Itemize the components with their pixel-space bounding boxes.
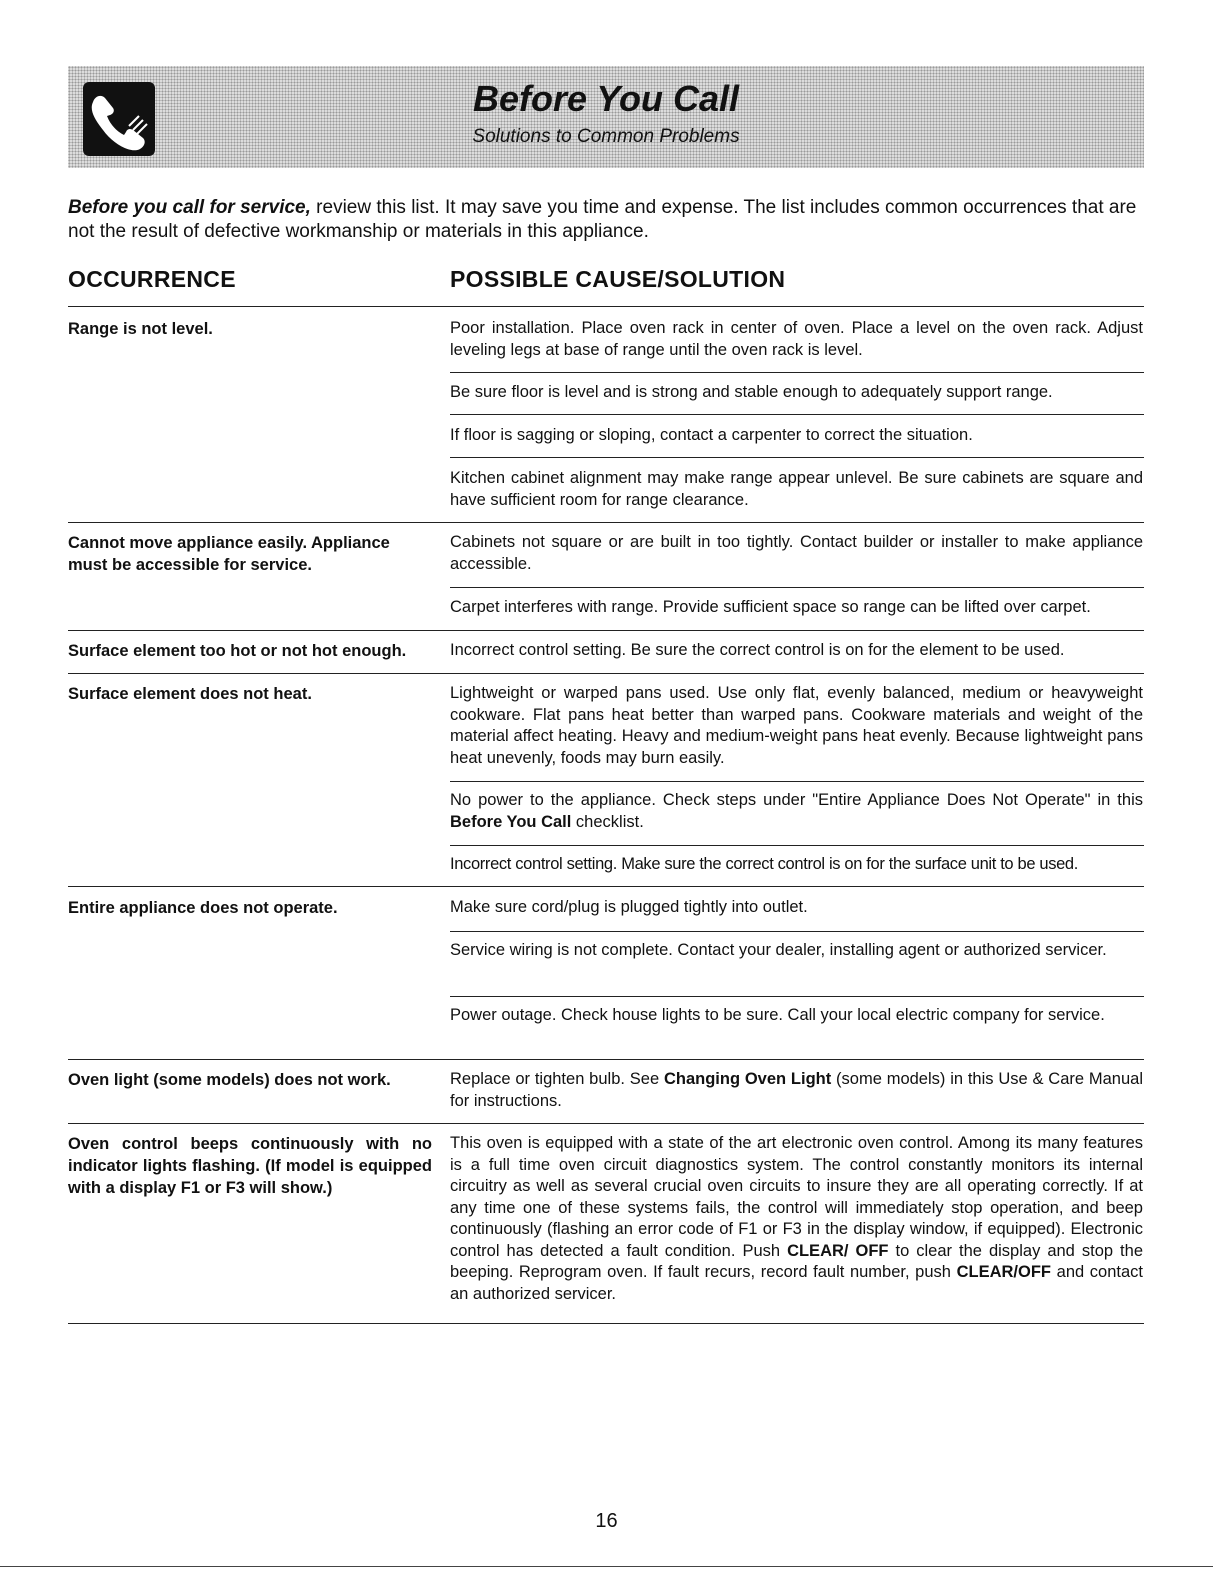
solution-text-part: to clear the display and stop the beeping. Reprogram oven. If fault recurs, record fault number, push bbox=[450, 1241, 1143, 1281]
solution-text: Incorrect control setting. Be sure the correct control is on for the element to be used. bbox=[450, 641, 1065, 659]
solution-text-part: This oven is equipped with a state of the art electronic oven control. Among its many features is a full time oven circuit diagnostics system. The control constantly monitors its internal circuitry as well as several crucial oven circuits to insure they are all operating correctly. If at any time one of these systems fails, the control will immediately stop operation, and beep continuously (flashing an error code of F1 or F3 in the display window, if equipped). Electronic control has detected a fault condition. Push bbox=[450, 1134, 1143, 1260]
occurrence-cannot-move: Cannot move appliance easily. Appliance must be accessible for service. bbox=[68, 534, 390, 574]
row-divider bbox=[68, 886, 1144, 887]
solution-text-part: No power to the appliance. Check steps under "Entire Appliance Does Not Operate" in this bbox=[450, 791, 1143, 809]
occurrence-surface-no-heat: Surface element does not heat. bbox=[68, 685, 312, 703]
intro-paragraph bbox=[68, 196, 1144, 244]
solution-text bbox=[450, 1133, 1143, 1305]
page-title: Before You Call bbox=[472, 78, 740, 119]
solution-text-part: (some models) in this Use & Care Manual for instructions. bbox=[450, 1070, 1143, 1110]
intro-lead: Before you call for service, bbox=[68, 197, 311, 218]
solution-divider bbox=[450, 781, 1144, 782]
solution-text: Kitchen cabinet alignment may make range appear unlevel. Be sure cabinets are square and have sufficient room for range clearance. bbox=[450, 469, 1143, 509]
solution-text: Cabinets not square or are built in too tightly. Contact builder or installer to make appliance accessible. bbox=[450, 533, 1143, 573]
solution-divider bbox=[450, 931, 1144, 932]
solution-text: Be sure floor is level and is strong and stable enough to adequately support range. bbox=[450, 383, 1053, 401]
solution-text: Make sure cord/plug is plugged tightly into outlet. bbox=[450, 898, 808, 916]
occurrence-heading: OCCURRENCE bbox=[68, 266, 236, 292]
changing-oven-light-ref: Changing Oven Light bbox=[663, 1070, 832, 1088]
solution-divider bbox=[450, 587, 1144, 588]
solution-text-part: checklist. bbox=[571, 812, 644, 831]
solution-divider bbox=[450, 457, 1144, 458]
solution-text: If floor is sagging or sloping, contact a carpenter to correct the situation. bbox=[450, 426, 973, 444]
solution-text: Poor installation. Place oven rack in center of oven. Place a level on the oven rack. Adjust leveling legs at base of range until the oven rack is level. bbox=[450, 319, 1143, 359]
solution-text bbox=[450, 1069, 1143, 1112]
solution-text: Carpet interferes with range. Provide sufficient space so range can be lifted over carpet. bbox=[450, 598, 1091, 616]
clear-off-ref: CLEAR/ OFF bbox=[787, 1241, 889, 1260]
solution-text: Incorrect control setting. Make sure the correct control is on for the surface unit to be used. bbox=[450, 855, 1078, 873]
solution-text: Power outage. Check house lights to be sure. Call your local electric company for service. bbox=[450, 1006, 1105, 1024]
occurrence-control-beeps: Oven control beeps continuously with no indicator lights flashing. (If model is equipped with a display F1 or F3 will show.) bbox=[68, 1135, 432, 1197]
occurrence-surface-too-hot: Surface element too hot or not hot enough. bbox=[68, 642, 407, 660]
solution-text: Service wiring is not complete. Contact your dealer, installing agent or authorized servicer. bbox=[450, 941, 1107, 959]
solution-divider bbox=[450, 372, 1144, 373]
clear-off-ref: CLEAR/OFF bbox=[956, 1263, 1052, 1281]
row-divider bbox=[68, 630, 1144, 631]
row-divider bbox=[68, 673, 1144, 674]
solution-text bbox=[450, 790, 1143, 833]
table-end-divider bbox=[68, 1323, 1144, 1324]
before-you-call-ref: Before You Call bbox=[450, 812, 572, 831]
occurrence-oven-light: Oven light (some models) does not work. bbox=[68, 1071, 391, 1089]
header-divider bbox=[68, 306, 1144, 307]
row-divider bbox=[68, 1059, 1144, 1060]
solution-divider bbox=[450, 414, 1144, 415]
row-divider bbox=[68, 1123, 1144, 1124]
solution-heading: POSSIBLE CAUSE/SOLUTION bbox=[450, 266, 786, 292]
page-subtitle: Solutions to Common Problems bbox=[472, 126, 740, 147]
solution-text: Lightweight or warped pans used. Use only flat, evenly balanced, medium or heavyweight cookware. Flat pans heat better than warped pans. Cookware materials and weight of the material affect heating. Heavy and medium-weight pans heat evenly. Because lightweight pans heat unevenly, foods may burn easily. bbox=[450, 684, 1143, 767]
occurrence-no-operate: Entire appliance does not operate. bbox=[68, 899, 338, 917]
solution-text-part: Replace or tighten bulb. See bbox=[450, 1070, 664, 1088]
header-banner bbox=[68, 66, 1144, 168]
page-bottom-edge bbox=[0, 1566, 1213, 1567]
solution-divider bbox=[450, 996, 1144, 997]
page-number: 16 bbox=[595, 1510, 618, 1532]
solution-divider bbox=[450, 845, 1144, 846]
occurrence-range-not-level: Range is not level. bbox=[68, 320, 213, 338]
solution-text-part: and contact an authorized servicer. bbox=[450, 1263, 1143, 1303]
intro-text: review this list. It may save you time and expense. The list includes common occurrences that are not the result of defective workmanship or materials in this appliance. bbox=[68, 197, 1137, 242]
row-divider bbox=[68, 522, 1144, 523]
